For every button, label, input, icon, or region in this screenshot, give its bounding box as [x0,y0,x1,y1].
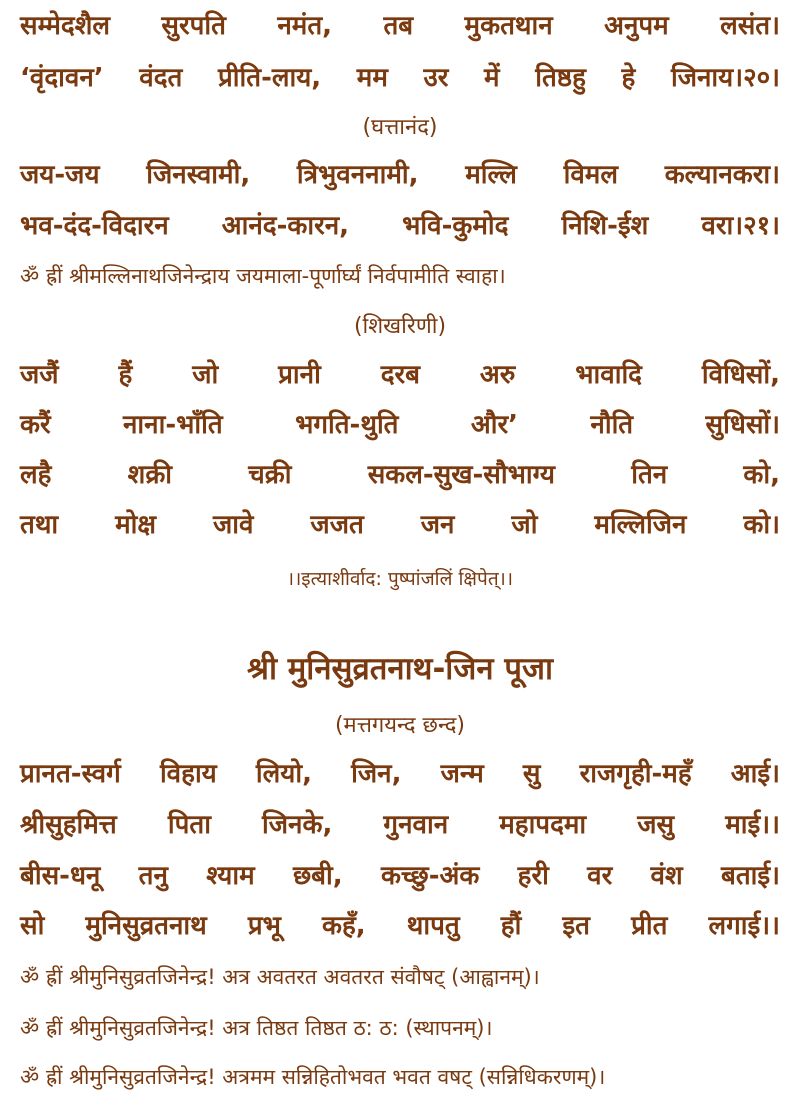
meter-label: (मत्तगयन्द छन्द) [334,713,466,738]
verse-line: जजैं हैं जो प्रानी दरब अरु भावादि विधिसों, [20,360,780,390]
verse-line: भव-दंद-विदारन आनंद-कारन, भवि-कुमोद निशि-ईश वरा।२१। [20,211,780,241]
verse-line: जय-जय जिनस्वामी, त्रिभुवननामी, मल्लि विमल कल्यानकरा। [20,160,780,190]
verse-line: प्रानत-स्वर्ग विहाय लियो, जिन, जन्म सु राजगृही-महँ आई। [20,759,780,789]
mantra-line: ॐ ह्रीं श्रीमुनिसुव्रतजिनेन्द्र! अत्र तिष्ठत तिष्ठत ठ: ठ: (स्थापनम्)। [20,1016,493,1040]
verse-line: सो मुनिसुव्रतनाथ प्रभू कहँ, थापतु हौं इत प्रीत लगाई।। [20,911,780,941]
verse-line: तथा मोक्ष जावे जजत जन जो मल्लिजिन को। [20,510,780,540]
puja-title: श्री मुनिसुव्रतनाथ-जिन पूजा [247,651,553,687]
mantra-line: ॐ ह्रीं श्रीमुनिसुव्रतजिनेन्द्र! अत्र अवतरत अवतरत संवौषट् (आह्वानम्)। [20,965,540,989]
verse-line: ‘वृंदावन’ वंदत प्रीति-लाय, मम उर में तिष्ठहु हे जिनाय।२०। [20,63,780,93]
mantra-line: ॐ ह्रीं श्रीमुनिसुव्रतजिनेन्द्र! अत्रमम सन्निहितोभवत भवत वषट् (सन्निधिकरणम्)। [20,1065,606,1089]
meter-label: (घत्तानंद) [362,115,438,140]
verse-line: श्रीसुहमित्त पिता जिनके, गुनवान महापदमा जसु माई।। [20,810,780,840]
verse-line: लहै शक्री चक्री सकल-सुख-सौभाग्य तिन को, [20,460,780,490]
instruction-line: ।।इत्याशीर्वाद: पुष्पांजलिं क्षिपेत्।। [286,568,514,590]
verse-line: बीस-धनू तनु श्याम छबी, कच्छु-अंक हरी वर वंश बताई। [20,861,780,891]
verse-line: करैं नाना-भाँति भगति-थुति और’ नौति सुधिसों। [20,410,780,440]
mantra-line: ॐ ह्रीं श्रीमल्लिनाथजिनेन्द्राय जयमाला-पूर्णार्घ्यं निर्वपामीति स्वाहा। [20,264,506,288]
verse-line: सम्मेदशैल सुरपति नमंत, तब मुकतथान अनुपम लसंत। [20,11,780,41]
meter-label: (शिखरिणी) [353,314,447,339]
